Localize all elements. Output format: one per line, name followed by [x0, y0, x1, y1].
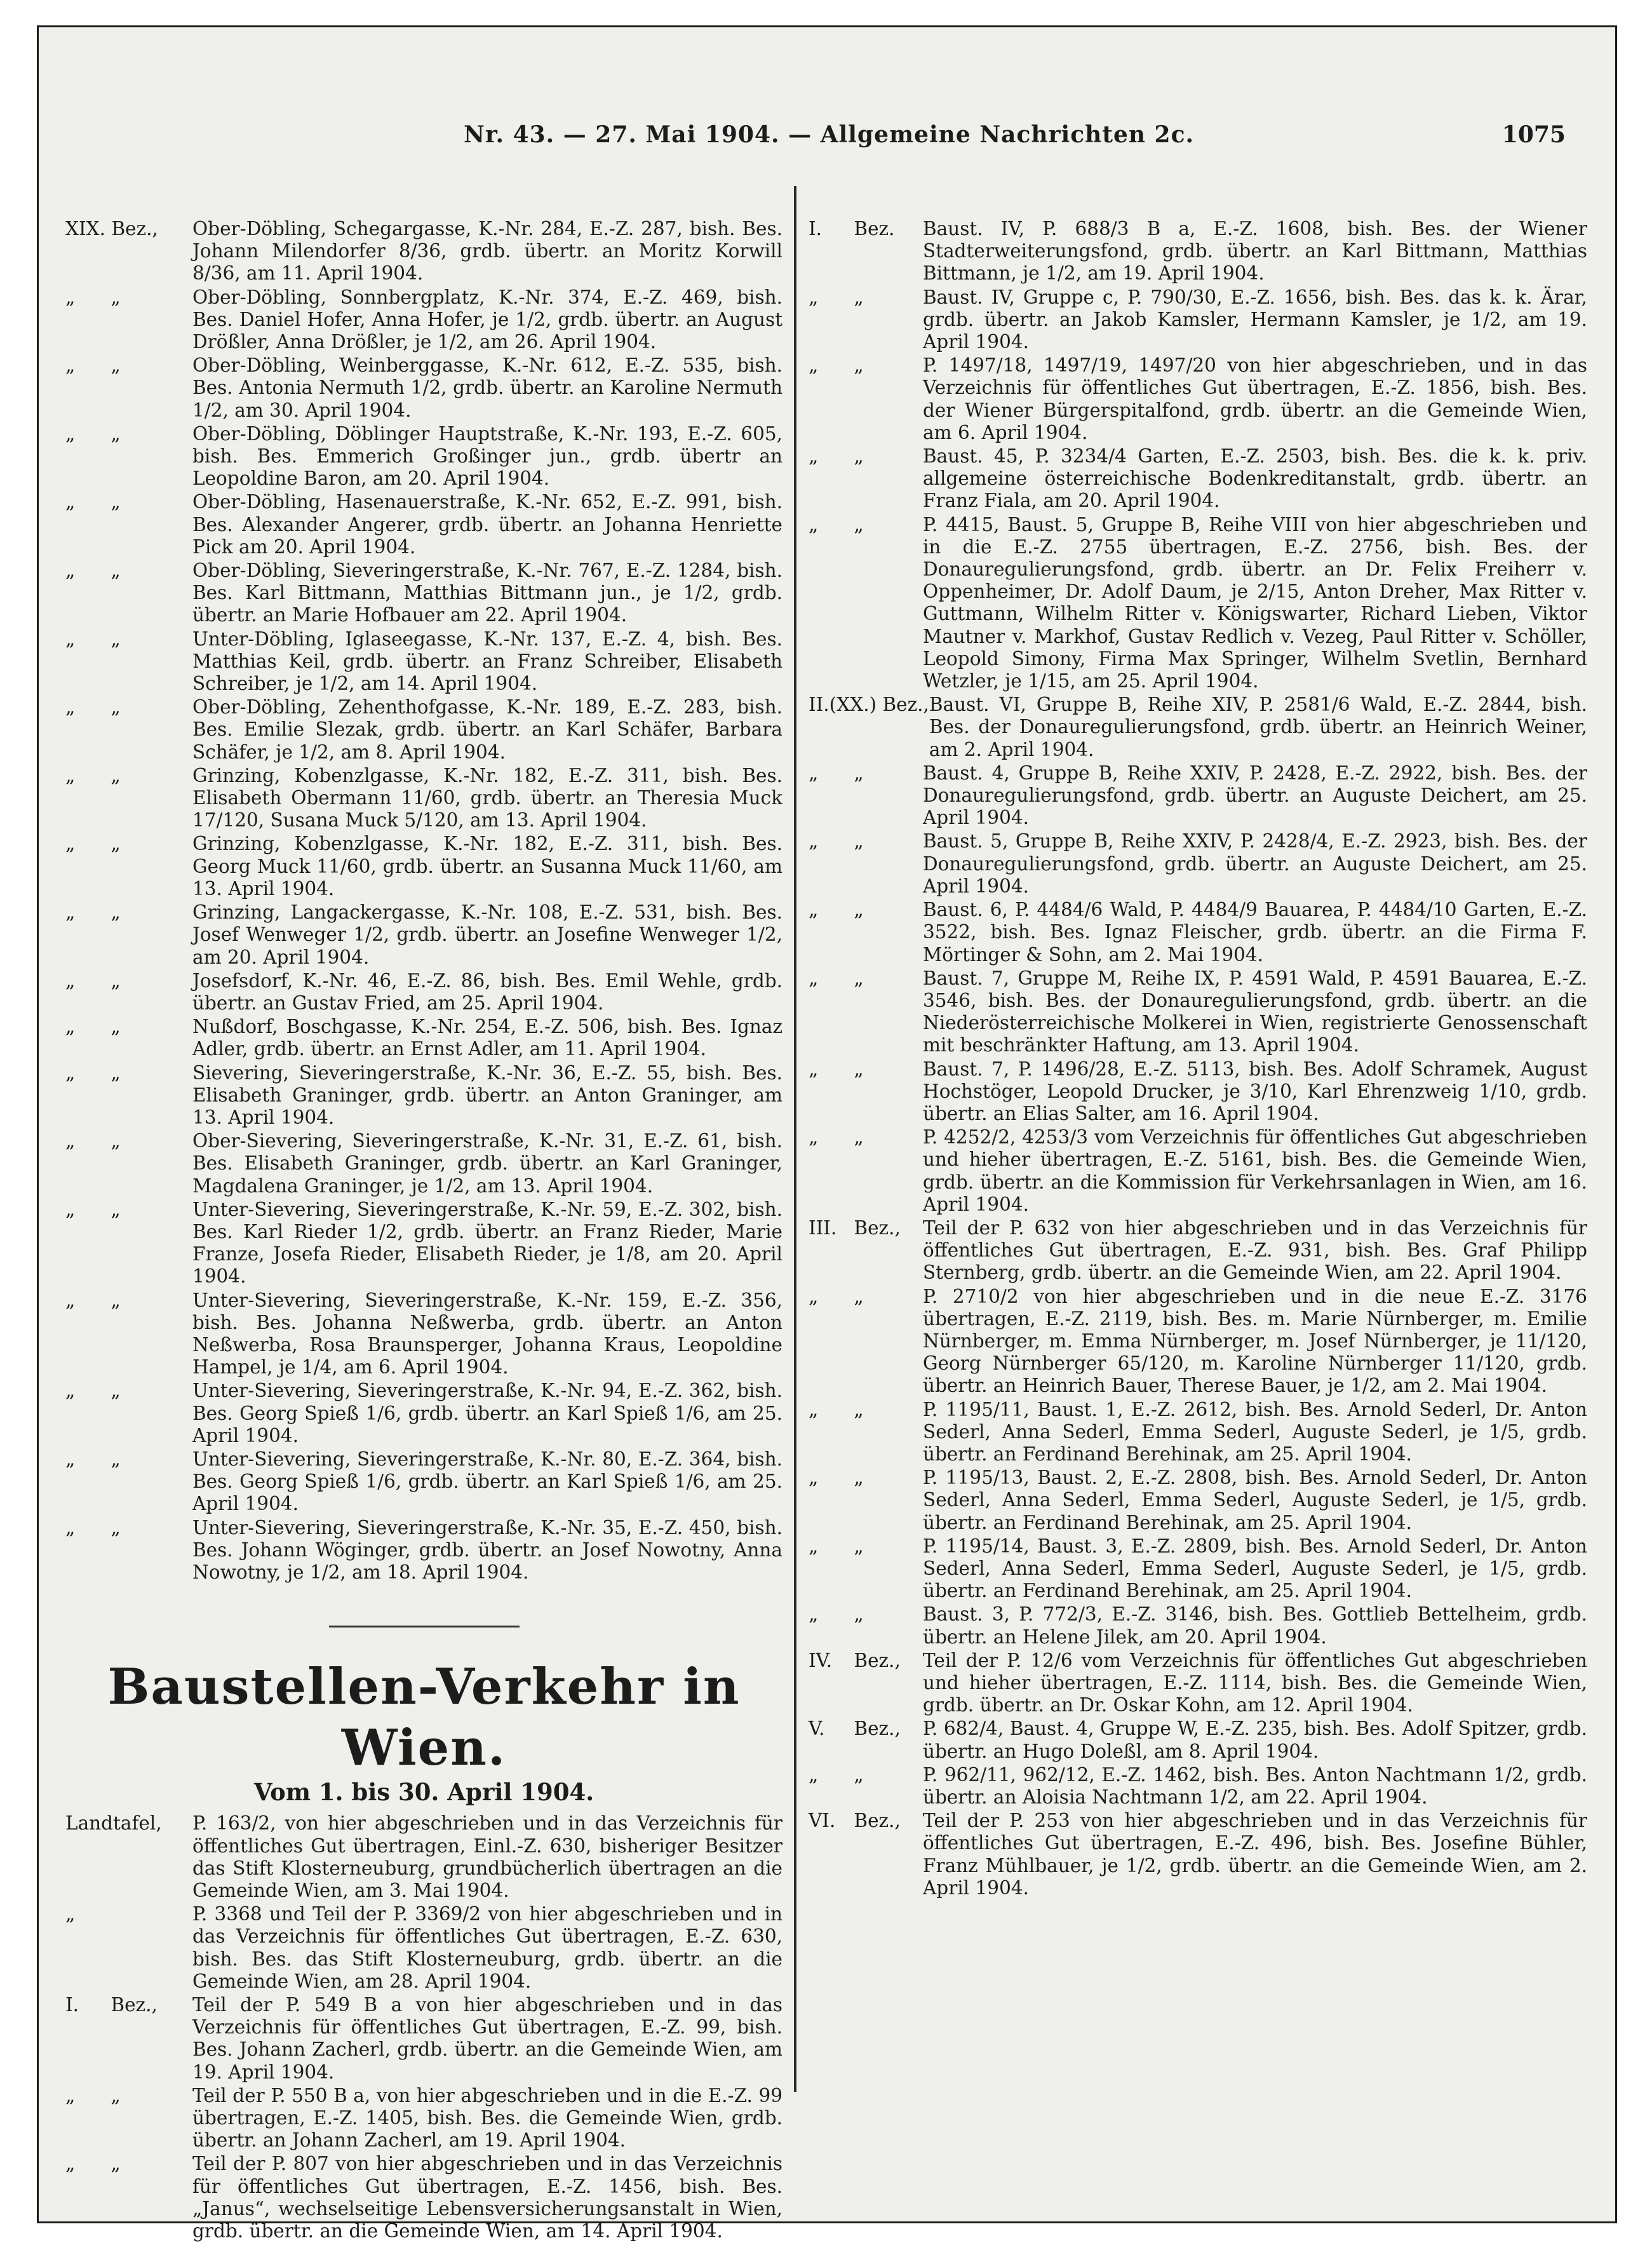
- entry-district-label: [809, 514, 923, 693]
- right-column: [809, 218, 1587, 1901]
- entry-district-label: [65, 765, 192, 832]
- entry-district-label: [65, 1062, 192, 1129]
- register-entry: [809, 830, 1587, 898]
- register-entry: [65, 1994, 782, 2084]
- entry-text: Teil der P. 12/6 vom Verzeichnis für öffentliches Gut abgeschrieben und hieher übertragen, E.-Z. 1114, bish. Bes. die Gemeinde Wien, grdb. übertr. an Dr. Oskar Kohn, am 12. April 1904.: [923, 1649, 1587, 1716]
- entry-district-suffix: „: [111, 1516, 121, 1539]
- page-header: [39, 121, 1615, 159]
- entry-text: P. 1195/13, Baust. 2, E.-Z. 2808, bish. Bes. Arnold Sederl, Dr. Anton Sederl, Anna Sederl, Emma Sederl, Auguste Sederl, je 1/5, grdb. übertr. an Ferdinand Berehinak, am 25. April 1904.: [923, 1467, 1587, 1533]
- register-entry: [809, 354, 1587, 444]
- entry-district: „: [65, 1903, 76, 1925]
- entry-district-suffix: Bez.,: [854, 1718, 901, 1740]
- entry-text: P. 1195/14, Baust. 3, E.-Z. 2809, bish. Bes. Arnold Sederl, Dr. Anton Sederl, Anna Sederl, Emma Sederl, Auguste Sederl, je 1/5, grdb. übertr. an Ferdinand Berehinak, am 25. April 1904.: [923, 1535, 1587, 1602]
- entry-district: „: [809, 1467, 819, 1489]
- entry-district-label: [65, 1903, 192, 1993]
- register-entry: [809, 1650, 1587, 1717]
- entry-district-label: [809, 899, 923, 966]
- register-entry: [809, 1810, 1587, 1899]
- entry-district-label: [809, 762, 923, 830]
- register-entry: [809, 967, 1587, 1057]
- entry-text: Ober-Döbling, Weinberggasse, K.-Nr. 612, E.-Z. 535, bish. Bes. Antonia Nermuth 1/2, grdb. übertr. an Karoline Nermuth 1/2, am 30. April 1904.: [192, 354, 782, 421]
- entry-district-label: [65, 628, 192, 696]
- entry-district: XIX.: [65, 218, 106, 239]
- entry-district: „: [809, 899, 819, 921]
- entry-text: P. 4415, Baust. 5, Gruppe B, Reihe VIII von hier abgeschrieben und in die E.-Z. 2755 übertragen, E.-Z. 2756, bish. Bes. der Donauregulierungsfond, grdb. übertr. an Dr. Felix Freiherr v. Oppenheimer, Dr. Adolf Daum, je 2/15, Anton Dreher, Max Ritter v. Guttmann, Wilhelm Ritter v. Königswarter, Richard Lieben, Viktor Mautner v. Markhof, Gustav Redlich v. Vezeg, Paul Ritter v. Schöller, Leopold Simony, Firma Max Springer, Wilhelm Svetlin, Bernhard Wetzler, je 1/15, am 25. April 1904.: [923, 513, 1587, 692]
- entry-district: „: [809, 830, 819, 852]
- register-entry: [809, 899, 1587, 966]
- entry-district-label: [809, 1217, 923, 1284]
- entry-district: „: [65, 1061, 76, 1084]
- entry-district: „: [65, 286, 76, 308]
- register-entry: [65, 286, 782, 354]
- entry-district: „: [809, 1763, 819, 1786]
- entry-district: „: [809, 1603, 819, 1626]
- entry-district-suffix: „: [111, 286, 121, 308]
- entry-district-label: [65, 2085, 192, 2152]
- entry-district-suffix: Bez.,: [854, 1649, 901, 1671]
- entry-district: III.: [809, 1216, 837, 1239]
- entry-district-label: [809, 445, 923, 513]
- entry-district: „: [65, 969, 76, 992]
- entry-text: Baust. 7, Gruppe M, Reihe IX, P. 4591 Wald, P. 4591 Bauarea, E.-Z. 3546, bish. Bes. der Donauregulierungsfond, grdb. übertr. an die Niederösterreichische Molkerei in Wien, registrierte Genossenschaft mit beschränkter Haftung, am 13. April 1904.: [923, 967, 1587, 1056]
- entry-district: „: [65, 901, 76, 924]
- entry-district-suffix: „: [111, 2084, 121, 2106]
- entry-district-label: [65, 1016, 192, 1060]
- entry-district-suffix: „: [111, 1130, 121, 1152]
- entry-district: „: [65, 354, 76, 377]
- entry-district: „: [65, 1289, 76, 1311]
- register-entry: [809, 1718, 1587, 1762]
- entry-district-suffix: „: [111, 2153, 121, 2175]
- entry-district-suffix: „: [854, 830, 864, 852]
- register-entry: [65, 491, 782, 558]
- register-entry: [809, 1603, 1587, 1648]
- register-entry: [809, 445, 1587, 513]
- entry-district: „: [65, 628, 76, 650]
- entry-district-label: [65, 901, 192, 969]
- entry-district: „: [809, 1126, 819, 1149]
- entry-district-suffix: „: [111, 628, 121, 650]
- entry-district-suffix: „: [854, 1603, 864, 1626]
- entry-text: P. 2710/2 von hier abgeschrieben und in die neue E.-Z. 3176 übertragen, E.-Z. 2119, bish. Bes. m. Marie Nürnberger, m. Emilie Nürnberger, m. Emma Nürnberger, m. Josef Nürnberger, je 11/120, Georg Nürnberger 65/120, m. Karoline Nürnberger 11/120, grdb. übertr. an Heinrich Bauer, Therese Bauer, je 1/2, am 2. Mai 1904.: [923, 1285, 1587, 1397]
- entry-district-suffix: „: [854, 1126, 864, 1149]
- entry-district: I.: [809, 218, 823, 239]
- page-number: 1075: [1501, 121, 1566, 148]
- entry-district-suffix: Bez.,: [111, 218, 158, 239]
- register-entry: [65, 354, 782, 422]
- left-column: [65, 218, 782, 2244]
- entry-district-label: [65, 491, 192, 558]
- entry-text: P. 1497/18, 1497/19, 1497/20 von hier abgeschrieben, und in das Verzeichnis für öffentliches Gut übertragen, E.-Z. 1856, bish. Bes. der Wiener Bürgerspitalfond, grdb. übertr. an die Gemeinde Wien, am 6. April 1904.: [923, 354, 1587, 443]
- entry-text: Unter-Sievering, Sieveringerstraße, K.-Nr. 59, E.-Z. 302, bish. Bes. Karl Rieder 1/2, grdb. übertr. an Franz Rieder, Marie Franze, Josefa Rieder, Elisabeth Rieder, je 1/8, am 20. April 1904.: [192, 1198, 782, 1288]
- entry-district-suffix: „: [854, 1763, 864, 1786]
- entry-district-suffix: „: [854, 354, 864, 377]
- entry-text: Baust. 45, P. 3234/4 Garten, E.-Z. 2503, bish. Bes. die k. k. priv. allgemeine österreichische Bodenkreditanstalt, grdb. übertr. an Franz Fiala, am 20. April 1904.: [923, 445, 1587, 512]
- entry-district-suffix: Bez.: [854, 218, 895, 239]
- entry-district-suffix: „: [854, 1285, 864, 1307]
- entry-district-label: [809, 1810, 923, 1899]
- entry-district-label: [809, 1650, 923, 1717]
- entry-text: Nußdorf, Boschgasse, K.-Nr. 254, E.-Z. 506, bish. Bes. Ignaz Adler, grdb. übertr. an Ernst Adler, am 11. April 1904.: [192, 1016, 782, 1060]
- register-entry: [65, 628, 782, 696]
- entry-district-suffix: „: [111, 1380, 121, 1402]
- entry-district: „: [65, 560, 76, 582]
- entry-text: Ober-Döbling, Zehenthofgasse, K.-Nr. 189, E.-Z. 283, bish. Bes. Emilie Slezak, grdb. übertr. an Karl Schäfer, Barbara Schäfer, je 1/2, am 8. April 1904.: [192, 696, 782, 763]
- entry-district: „: [65, 491, 76, 513]
- entry-district-suffix: „: [854, 445, 864, 468]
- entry-text: Ober-Döbling, Sonnbergplatz, K.-Nr. 374, E.-Z. 469, bish. Bes. Daniel Hofer, Anna Hofer, je 1/2, grdb. übertr. an August Drößler, Anna Drößler, je 1/2, am 26. April 1904.: [192, 286, 782, 353]
- entry-district-label: [65, 1130, 192, 1197]
- entry-district-suffix: „: [111, 901, 121, 924]
- register-entry: [65, 1016, 782, 1060]
- entry-district: „: [65, 1380, 76, 1402]
- entry-district: „: [65, 2084, 76, 2106]
- entry-district: „: [65, 1516, 76, 1539]
- entry-text: Grinzing, Langackergasse, K.-Nr. 108, E.-Z. 531, bish. Bes. Josef Wenweger 1/2, grdb. übertr. an Josefine Wenweger 1/2, am 20. April 1904.: [192, 901, 782, 968]
- entry-text: Unter-Sievering, Sieveringerstraße, K.-Nr. 94, E.-Z. 362, bish. Bes. Georg Spieß 1/6, grdb. übertr. an Karl Spieß 1/6, am 25. April 1904.: [192, 1380, 782, 1446]
- entry-district-suffix: Bez.,: [111, 1994, 158, 2016]
- register-entry: [65, 1062, 782, 1129]
- entry-district-label: [809, 1467, 923, 1534]
- register-entry: [809, 762, 1587, 830]
- entry-district-label: [65, 218, 192, 285]
- entry-text: Baust. 6, P. 4484/6 Wald, P. 4484/9 Bauarea, P. 4484/10 Garten, E.-Z. 3522, bish. Bes. Ignaz Fleischer, grdb. übertr. an die Firma F. Mörtinger & Sohn, am 2. Mai 1904.: [923, 899, 1587, 966]
- entry-district: VI.: [809, 1810, 836, 1832]
- register-entry: [65, 1199, 782, 1288]
- register-entry: [65, 1812, 782, 1902]
- entry-text: Sievering, Sieveringerstraße, K.-Nr. 36, E.-Z. 55, bish. Bes. Elisabeth Graninger, grdb. übertr. an Anton Graninger, am 13. April 1904.: [192, 1061, 782, 1128]
- right-entry-list: [809, 218, 1587, 1899]
- entry-text: Teil der P. 253 von hier abgeschrieben und in das Verzeichnis für öffentliches Gut übertragen, E.-Z. 496, bish. Bes. Josefine Bühler, Franz Mühlbauer, je 1/2, grdb. übertr. an die Gemeinde Wien, am 2. April 1904.: [923, 1810, 1587, 1899]
- section-heading: Baustellen-Verkehr in Wien.: [107, 1658, 741, 1777]
- entry-district-label: [809, 218, 923, 285]
- entry-text: Ober-Döbling, Sieveringerstraße, K.-Nr. 767, E.-Z. 1284, bish. Bes. Karl Bittmann, Matthias Bittmann jun., je 1/2, grdb. übertr. an Marie Hofbauer am 22. April 1904.: [192, 560, 782, 626]
- entry-district: Landtafel,: [65, 1812, 162, 1835]
- register-entry: [809, 286, 1587, 354]
- entry-district: „: [65, 2153, 76, 2175]
- entry-district-label: [809, 1126, 923, 1216]
- register-entry: [809, 1535, 1587, 1603]
- entry-district-suffix: „: [854, 1398, 864, 1420]
- register-entry: [65, 1130, 782, 1197]
- entry-district-label: [809, 1286, 923, 1398]
- entry-district-suffix: „: [111, 354, 121, 377]
- entry-text: P. 3368 und Teil der P. 3369/2 von hier abgeschrieben und in das Verzeichnis für öffentliches Gut übertragen, E.-Z. 630, bish. Bes. das Stift Klosterneuburg, grdb. übertr. an die Gemeinde Wien, am 28. April 1904.: [192, 1903, 782, 1992]
- entry-district: „: [809, 445, 819, 468]
- entry-district-suffix: „: [111, 764, 121, 786]
- entry-district: „: [65, 696, 76, 718]
- entry-text: Grinzing, Kobenzlgasse, K.-Nr. 182, E.-Z. 311, bish. Bes. Elisabeth Obermann 11/60, grdb. übertr. an Theresia Muck 17/120, Susana Muck 5/120, am 13. April 1904.: [192, 764, 782, 832]
- entry-district-label: [65, 354, 192, 422]
- register-entry: [65, 833, 782, 900]
- entry-district: „: [65, 1198, 76, 1220]
- entry-district-suffix: „: [111, 1198, 121, 1220]
- entry-district: „: [65, 1016, 76, 1038]
- section-separator: [329, 1626, 520, 1627]
- entry-district-suffix: Bez.,: [854, 1216, 901, 1239]
- register-entry: [65, 423, 782, 490]
- entry-district: „: [809, 762, 819, 784]
- entry-district: „: [809, 1285, 819, 1307]
- entry-district-label: [809, 354, 923, 444]
- entry-district: „: [65, 1448, 76, 1470]
- entry-district-label: [809, 1764, 923, 1809]
- section-subheading: Vom 1. bis 30. April 1904.: [253, 1778, 594, 1807]
- entry-district-label: [65, 560, 192, 627]
- entry-text: P. 4252/2, 4253/3 vom Verzeichnis für öffentliches Gut abgeschrieben und hieher übertragen, E.-Z. 5161, bish. Bes. die Gemeinde Wien, grdb. übertr. an die Kommission für Verkehrsanlagen in Wien, am 16. April 1904.: [923, 1126, 1587, 1215]
- entry-district: V.: [809, 1718, 825, 1740]
- register-entry: [65, 1448, 782, 1516]
- register-entry: [809, 1286, 1587, 1398]
- entry-district-suffix: „: [111, 422, 121, 445]
- entry-district-suffix: „: [111, 491, 121, 513]
- register-entry: [809, 514, 1587, 693]
- register-entry: [65, 218, 782, 285]
- entry-text: Baust. 5, Gruppe B, Reihe XXIV, P. 2428/4, E.-Z. 2923, bish. Bes. der Donauregulierungsfond, grdb. übertr. an Auguste Deichert, am 25. April 1904.: [923, 830, 1587, 897]
- entry-district-suffix: „: [111, 1061, 121, 1084]
- entry-district-label: [809, 1058, 923, 1126]
- entry-text: Baust. IV, P. 688/3 B a, E.-Z. 1608, bish. Bes. der Wiener Stadterweiterungsfond, grdb. übertr. an Karl Bittmann, Matthias Bittmann, je 1/2, am 19. April 1904.: [923, 218, 1587, 285]
- entry-text: Grinzing, Kobenzlgasse, K.-Nr. 182, E.-Z. 311, bish. Bes. Georg Muck 11/60, grdb. übertr. an Susanna Muck 11/60, am 13. April 1904.: [192, 833, 782, 899]
- entry-district-suffix: „: [854, 1467, 864, 1489]
- entry-district-suffix: „: [111, 1448, 121, 1470]
- entry-district-suffix: Bez.,: [882, 694, 929, 716]
- register-entry: [809, 1126, 1587, 1216]
- entry-district-label: [809, 694, 929, 761]
- entry-district: „: [809, 967, 819, 989]
- entry-district-label: [65, 696, 192, 764]
- entry-district-label: [65, 423, 192, 490]
- entry-district-label: [809, 1603, 923, 1648]
- entry-district-label: [65, 970, 192, 1014]
- entry-district-label: [65, 286, 192, 354]
- entry-district: IV.: [809, 1649, 833, 1671]
- entry-text: P. 163/2, von hier abgeschrieben und in das Verzeichnis für öffentliches Gut übertragen, Einl.-Z. 630, bisheriger Besitzer das Stift Klosterneuburg, grundbücherlich übertragen an die Gemeinde Wien, am 3. Mai 1904.: [192, 1812, 782, 1901]
- register-entry: [809, 1399, 1587, 1466]
- entry-district-label: [65, 833, 192, 900]
- entry-district-suffix: „: [111, 833, 121, 855]
- entry-district-label: [65, 2153, 192, 2242]
- entry-text: P. 962/11, 962/12, E.-Z. 1462, bish. Bes. Anton Nachtmann 1/2, grdb. übertr. an Aloisia Nachtmann 1/2, am 22. April 1904.: [923, 1763, 1587, 1809]
- entry-district-label: [65, 1290, 192, 1379]
- entry-district: „: [809, 1398, 819, 1420]
- entry-district-label: [809, 1535, 923, 1603]
- entry-text: P. 682/4, Baust. 4, Gruppe W, E.-Z. 235, bish. Bes. Adolf Spitzer, grdb. übertr. an Hugo Doleßl, am 8. April 1904.: [923, 1718, 1587, 1762]
- entry-text: Baust. IV, Gruppe c, P. 790/30, E.-Z. 1656, bish. Bes. das k. k. Ärar, grdb. übertr. an Jakob Kamsler, Hermann Kamsler, je 1/2, am 19. April 1904.: [923, 286, 1587, 353]
- entry-district-label: [809, 967, 923, 1057]
- entry-district-label: [65, 1994, 192, 2084]
- register-entry: [65, 1903, 782, 1993]
- entry-district-suffix: „: [854, 762, 864, 784]
- register-entry: [65, 970, 782, 1014]
- entry-district-suffix: „: [854, 1535, 864, 1557]
- entry-text: Ober-Döbling, Schegargasse, K.-Nr. 284, E.-Z. 287, bish. Bes. Johann Milendorfer 8/36, grdb. übertr. an Moritz Korwill 8/36, am 11. April 1904.: [192, 218, 782, 285]
- register-entry: [809, 1764, 1587, 1809]
- entry-district-label: [65, 1812, 192, 1902]
- register-entry: [809, 1217, 1587, 1284]
- register-entry: [65, 1380, 782, 1447]
- entry-text: Ober-Döbling, Hasenauerstraße, K.-Nr. 652, E.-Z. 991, bish. Bes. Alexander Angerer, grdb. übertr. an Johanna Henriette Pick am 20. April 1904.: [192, 491, 782, 558]
- entry-district-suffix: „: [854, 967, 864, 989]
- entry-text: Unter-Sievering, Sieveringerstraße, K.-Nr. 35, E.-Z. 450, bish. Bes. Johann Wöginger, grdb. übertr. an Josef Nowotny, Anna Nowotny, je 1/2, am 18. April 1904.: [192, 1516, 782, 1583]
- entry-district-label: [809, 1399, 923, 1466]
- entry-district: „: [809, 354, 819, 377]
- entry-district: II.(XX.): [809, 694, 877, 716]
- entry-text: Unter-Sievering, Sieveringerstraße, K.-Nr. 80, E.-Z. 364, bish. Bes. Georg Spieß 1/6, grdb. übertr. an Karl Spieß 1/6, am 25. April 1904.: [192, 1448, 782, 1515]
- page-header-title: Nr. 43. — 27. Mai 1904. — Allgemeine Nachrichten 2c.: [463, 121, 1195, 148]
- entry-district: „: [809, 513, 819, 536]
- register-entry: [809, 218, 1587, 285]
- entry-text: Teil der P. 550 B a, von hier abgeschrieben und in die E.-Z. 99 übertragen, E.-Z. 1405, bish. Bes. die Gemeinde Wien, grdb. übertr. an Johann Zacherl, am 19. April 1904.: [192, 2084, 782, 2152]
- entry-district: „: [809, 1535, 819, 1557]
- entry-district-label: [65, 1380, 192, 1447]
- entry-district-suffix: „: [854, 1058, 864, 1080]
- entry-text: Ober-Sievering, Sieveringerstraße, K.-Nr. 31, E.-Z. 61, bish. Bes. Elisabeth Graninger, grdb. übertr. an Karl Graninger, Magdalena Graninger, je 1/2, am 13. April 1904.: [192, 1130, 782, 1197]
- entry-text: Unter-Döbling, Iglaseegasse, K.-Nr. 137, E.-Z. 4, bish. Bes. Matthias Keil, grdb. übertr. an Franz Schreiber, Elisabeth Schreiber, je 1/2, am 14. April 1904.: [192, 628, 782, 695]
- entry-text: Baust. 3, P. 772/3, E.-Z. 3146, bish. Bes. Gottlieb Bettelheim, grdb. übertr. an Helene Jilek, am 20. April 1904.: [923, 1603, 1587, 1648]
- entry-district-label: [65, 1448, 192, 1516]
- entry-text: Unter-Sievering, Sieveringerstraße, K.-Nr. 159, E.-Z. 356, bish. Bes. Johanna Neßwerba, grdb. übertr. an Anton Neßwerba, Rosa Braunsperger, Johanna Kraus, Leopoldine Hampel, je 1/4, am 6. April 1904.: [192, 1289, 782, 1378]
- entry-district-label: [809, 286, 923, 354]
- entry-district-suffix: „: [854, 286, 864, 308]
- register-entry: [65, 2085, 782, 2152]
- register-entry: [65, 696, 782, 764]
- section-entry-list: [65, 1812, 782, 2242]
- register-entry: [65, 1290, 782, 1379]
- entry-district-suffix: „: [111, 560, 121, 582]
- entry-text: Baust. VI, Gruppe B, Reihe XIV, P. 2581/6 Wald, E.-Z. 2844, bish. Bes. der Donauregulierungsfond, grdb. übertr. an Heinrich Weiner, am 2. April 1904.: [929, 694, 1587, 760]
- entry-district-suffix: „: [111, 1289, 121, 1311]
- register-entry: [809, 1467, 1587, 1534]
- register-entry: [809, 1058, 1587, 1126]
- entry-district: „: [65, 422, 76, 445]
- entry-district: „: [809, 286, 819, 308]
- entry-district: I.: [65, 1994, 79, 2016]
- entry-text: P. 1195/11, Baust. 1, E.-Z. 2612, bish. Bes. Arnold Sederl, Dr. Anton Sederl, Anna Sederl, Emma Sederl, Auguste Sederl, je 1/5, grdb. übertr. an Ferdinand Berehinak, am 25. April 1904.: [923, 1398, 1587, 1465]
- entry-text: Ober-Döbling, Döblinger Hauptstraße, K.-Nr. 193, E.-Z. 605, bish. Bes. Emmerich Großinger jun., grdb. übertr an Leopoldine Baron, am 20. April 1904.: [192, 422, 782, 490]
- register-entry: [809, 694, 1587, 761]
- entry-district-suffix: „: [854, 899, 864, 921]
- register-entry: [65, 765, 782, 832]
- register-entry: [65, 2153, 782, 2242]
- entry-district-label: [65, 1199, 192, 1288]
- register-entry: [65, 560, 782, 627]
- entry-district-suffix: „: [111, 969, 121, 992]
- column-divider: [794, 186, 796, 2092]
- entry-district: „: [65, 764, 76, 786]
- entry-district-suffix: „: [111, 696, 121, 718]
- entry-district-label: [809, 1718, 923, 1762]
- entry-text: Teil der P. 549 B a von hier abgeschrieben und in das Verzeichnis für öffentliches Gut übertragen, E.-Z. 99, bish. Bes. Johann Zacherl, grdb. übertr. an die Gemeinde Wien, am 19. April 1904.: [192, 1994, 782, 2083]
- entry-district: „: [809, 1058, 819, 1080]
- newspaper-page: [37, 25, 1617, 2242]
- entry-text: Teil der P. 807 von hier abgeschrieben und in das Verzeichnis für öffentliches Gut übertragen, E.-Z. 1456, bish. Bes. „Janus“, wechselseitige Lebensversicherungsanstalt in Wien, grdb. übertr. an die Gemeinde Wien, am 14. April 1904.: [192, 2153, 782, 2242]
- entry-district-suffix: „: [854, 513, 864, 536]
- left-entry-list: [65, 218, 782, 1584]
- entry-district-suffix: „: [111, 1016, 121, 1038]
- entry-text: Josefsdorf, K.-Nr. 46, E.-Z. 86, bish. Bes. Emil Wehle, grdb. übertr. an Gustav Fried, am 25. April 1904.: [192, 969, 782, 1014]
- entry-district-label: [809, 830, 923, 898]
- entry-text: Baust. 7, P. 1496/28, E.-Z. 5113, bish. Bes. Adolf Schramek, August Hochstöger, Leopold Drucker, je 3/10, Karl Ehrenzweig 1/10, grdb. übertr. an Elias Salter, am 16. April 1904.: [923, 1058, 1587, 1124]
- entry-district: „: [65, 1130, 76, 1152]
- entry-district: „: [65, 833, 76, 855]
- entry-text: Baust. 4, Gruppe B, Reihe XXIV, P. 2428, E.-Z. 2922, bish. Bes. der Donauregulierungsfond, grdb. übertr. an Auguste Deichert, am 25. April 1904.: [923, 762, 1587, 829]
- entry-district-label: [65, 1517, 192, 1584]
- entry-text: Teil der P. 632 von hier abgeschrieben und in das Verzeichnis für öffentliches Gut übertragen, E.-Z. 931, bish. Bes. Graf Philipp Sternberg, grdb. übertr. an die Gemeinde Wien, am 22. April 1904.: [923, 1216, 1587, 1284]
- register-entry: [65, 901, 782, 969]
- entry-district-suffix: Bez.,: [854, 1810, 901, 1832]
- register-entry: [65, 1517, 782, 1584]
